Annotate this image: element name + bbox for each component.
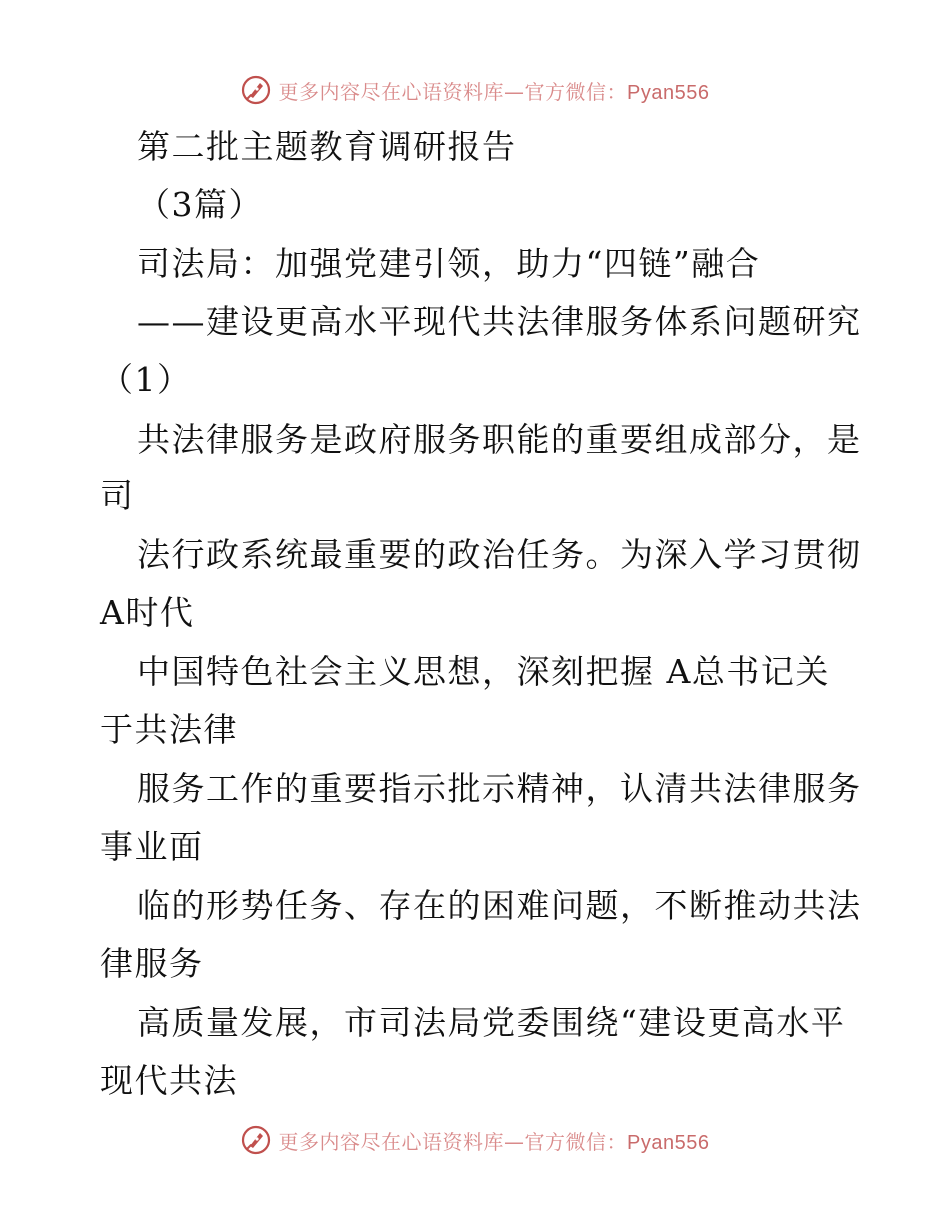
body-line: 共法律服务是政府服务职能的重要组成部分，是 [137,420,862,459]
body-line: A时代 [100,593,195,632]
body-line: 事业面 [100,827,204,866]
wechat-id: Pyan556 [627,81,710,104]
document-subheading: ——建设更高水平现代共法律服务体系问题研究 [137,302,862,341]
watermark-text: 更多内容尽在心语资料库—官方微信：Pyan556 [278,79,710,104]
section-number: （1） [100,360,192,399]
body-line: 于共法律 [100,710,238,749]
body-line: 现代共法 [100,1061,238,1100]
body-line: 中国特色社会主义思想，深刻把握 A总书记关 [137,652,830,691]
document-subtitle: （3篇） [137,185,263,224]
wechat-id: Pyan556 [627,1131,710,1154]
pen-nib-seal-icon [241,1125,271,1155]
body-line: 法行政系统最重要的政治任务。为深入学习贯彻 [137,535,862,574]
watermark-banner-bottom [0,1120,950,1160]
body-line: 高质量发展，市司法局党委围绕“建设更高水平 [137,1003,846,1042]
body-line: 服务工作的重要指示批示精神，认清共法律服务 [137,769,862,808]
document-title: 第二批主题教育调研报告 [137,127,517,166]
body-line: 律服务 [100,944,204,983]
watermark-text: 更多内容尽在心语资料库—官方微信：Pyan556 [278,1129,710,1154]
watermark-group [241,1125,710,1155]
document-heading: 司法局：加强党建引领，助力“四链”融合 [137,244,761,283]
body-line: 司 [100,476,135,515]
body-line: 临的形势任务、存在的困难问题，不断推动共法 [137,886,862,925]
